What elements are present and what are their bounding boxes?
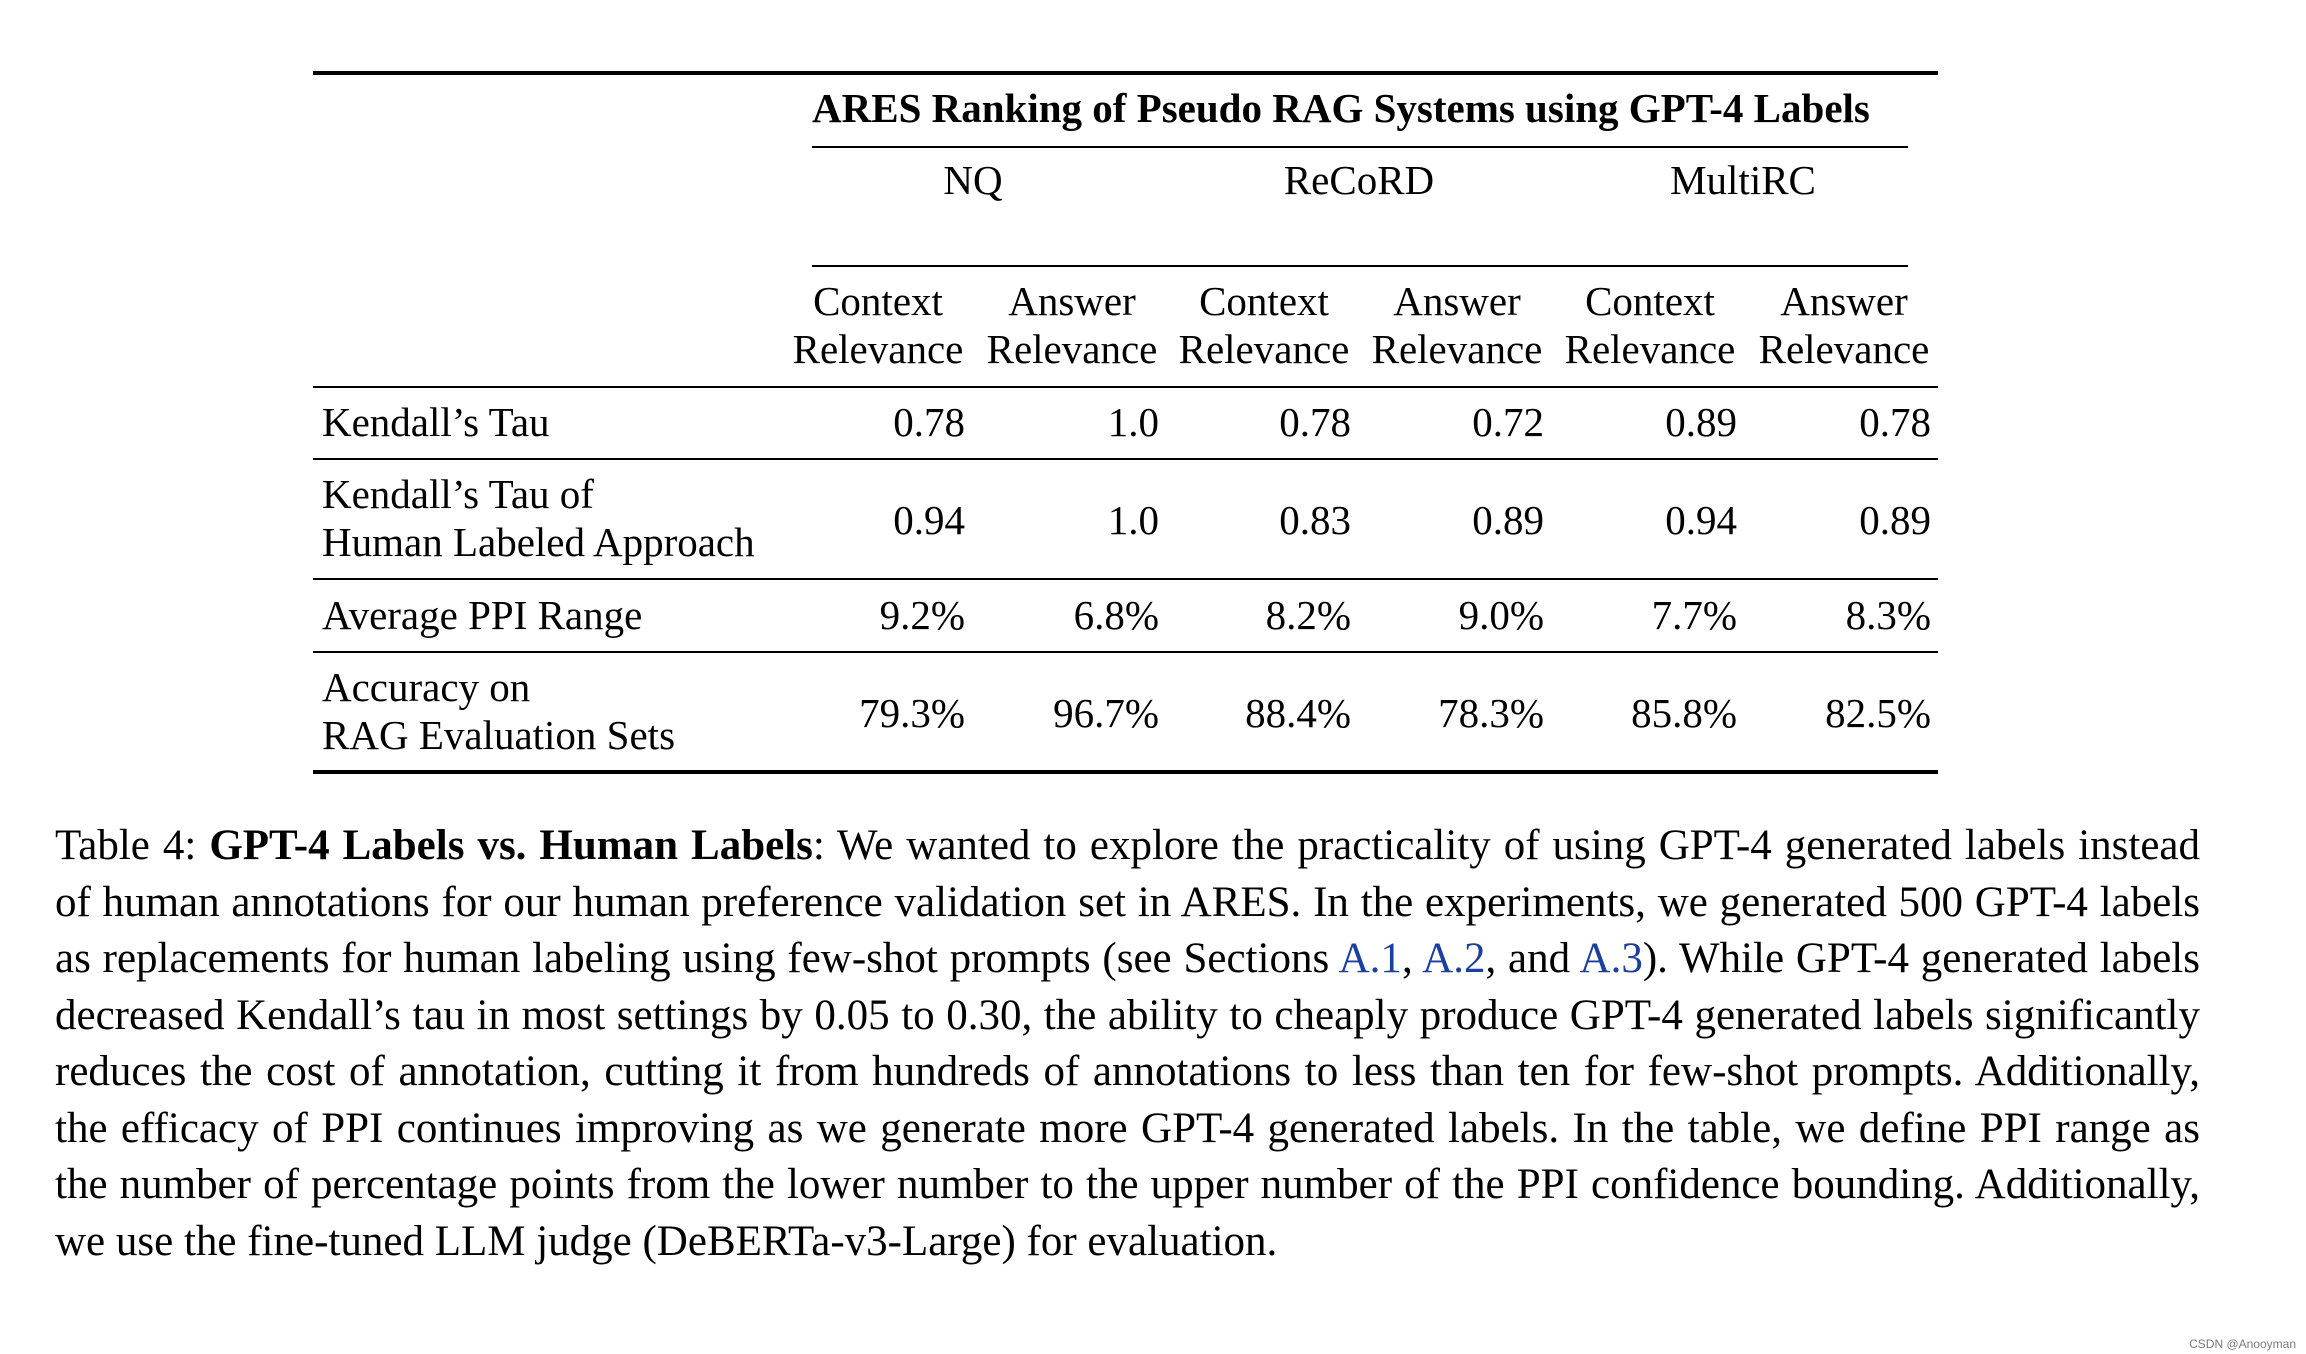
row-label-average-ppi-range: Average PPI Range: [322, 592, 643, 638]
table-cell: 6.8%: [1073, 592, 1159, 638]
row-rule-2: [313, 578, 1938, 580]
dataset-underline: [812, 265, 1908, 267]
table-caption: Table 4: GPT-4 Labels vs. Human Labels: We wanted to explore the practicality of using GPT-4 generated labels instead of human annotations for our human preference validation set in ARES. In the experiments, we generated 500 GPT-4 labels as replacements for human labeling using few-shot prompts (see Sections A.1, A.2, and A.3). While GPT-4 generated labels decreased Kendall’s tau in most settings by 0.05 to 0.30, the ability to cheaply produce GPT-4 generated labels significantly reduces the cost of annotation, cutting it from hundreds of annotations to less than ten for few-shot prompts. Additionally, the efficacy of PPI continues improving as we generate more GPT-4 generated labels. In the table, we define PPI range as the number of percentage points from the lower number to the upper number of the PPI confidence bounding. Additionally, we use the fine-tuned LLM judge (DeBERTa-v3-Large) for evaluation.: [55, 822, 2200, 1265]
dataset-header-record: ReCoRD: [1283, 157, 1435, 203]
caption-text: ). While GPT-4 generated labels decreased Kendall’s tau in most settings by 0.05 to 0.30, the ability to cheaply produce GPT-4 generated labels significantly reduces the cost of annotation, cutting it from hundreds of annotations to less than ten for few-shot prompts. Additionally, the efficacy of PPI continues improving as we generate more GPT-4 generated labels. In the table, we define PPI range as the number of percentage points from the lower number to the upper number of the PPI confidence bounding. Additionally, we use the fine-tuned LLM judge (DeBERTa-v3-Large) for evaluation.: [55, 935, 2200, 1265]
table-cell: 1.0: [1107, 497, 1159, 543]
row-rule-1: [313, 458, 1938, 460]
table-cell: 9.0%: [1458, 592, 1544, 638]
row-label-kendalls-tau-human: Kendall’s Tau of Human Labeled Approach: [322, 471, 755, 565]
table-cell: 78.3%: [1438, 690, 1544, 736]
caption-prefix: Table 4:: [55, 822, 210, 869]
table-cell: 88.4%: [1245, 690, 1351, 736]
caption-text: : We wanted to explore the practicality of using GPT-4 generated labels instead of human annotations for our human preference validation set in ARES. In the experiments, we generated 500 GPT-4 labels as replacements for human labeling using few-shot prompts (see Sections: [55, 822, 2200, 982]
table-cell: 0.94: [1665, 497, 1737, 543]
table-cell: 0.78: [1279, 399, 1351, 445]
table-cell: 85.8%: [1631, 690, 1737, 736]
table-cell: 0.78: [893, 399, 965, 445]
dataset-header-nq: NQ: [943, 157, 1003, 203]
table-top-rule: [313, 71, 1938, 75]
table-cell: 0.78: [1859, 399, 1931, 445]
table-cell: 1.0: [1107, 399, 1159, 445]
row-label-kendalls-tau: Kendall’s Tau: [322, 399, 550, 445]
table-cell: 0.83: [1279, 497, 1351, 543]
column-header: Answer Relevance: [986, 278, 1158, 372]
section-link-a2[interactable]: A.2: [1422, 935, 1486, 982]
watermark: CSDN @Anooyman: [2189, 1337, 2296, 1351]
table-cell: 0.72: [1472, 399, 1544, 445]
table-cell: 8.3%: [1845, 592, 1931, 638]
dataset-header-multirc: MultiRC: [1670, 157, 1816, 203]
table-cell: 82.5%: [1825, 690, 1931, 736]
column-header: Answer Relevance: [1758, 278, 1930, 372]
column-header: Context Relevance: [1178, 278, 1350, 372]
header-bottom-rule: [313, 386, 1938, 388]
table-cell: 8.2%: [1265, 592, 1351, 638]
column-header: Context Relevance: [1564, 278, 1736, 372]
table-cell: 7.7%: [1651, 592, 1737, 638]
table-cell: 79.3%: [859, 690, 965, 736]
caption-bold-title: GPT-4 Labels vs. Human Labels: [209, 822, 813, 869]
table-cell: 9.2%: [879, 592, 965, 638]
table-cell: 0.89: [1472, 497, 1544, 543]
table-title: ARES Ranking of Pseudo RAG Systems using GPT-4 Labels: [812, 85, 1870, 131]
title-underline: [812, 146, 1908, 148]
column-header: Context Relevance: [792, 278, 964, 372]
section-link-a3[interactable]: A.3: [1579, 935, 1643, 982]
section-link-a1[interactable]: A.1: [1338, 935, 1402, 982]
column-header: Answer Relevance: [1371, 278, 1543, 372]
table-bottom-rule: [313, 770, 1938, 774]
table-cell: 96.7%: [1053, 690, 1159, 736]
table-cell: 0.94: [893, 497, 965, 543]
table-cell: 0.89: [1859, 497, 1931, 543]
row-rule-3: [313, 651, 1938, 653]
table-cell: 0.89: [1665, 399, 1737, 445]
row-label-accuracy: Accuracy on RAG Evaluation Sets: [322, 664, 676, 758]
